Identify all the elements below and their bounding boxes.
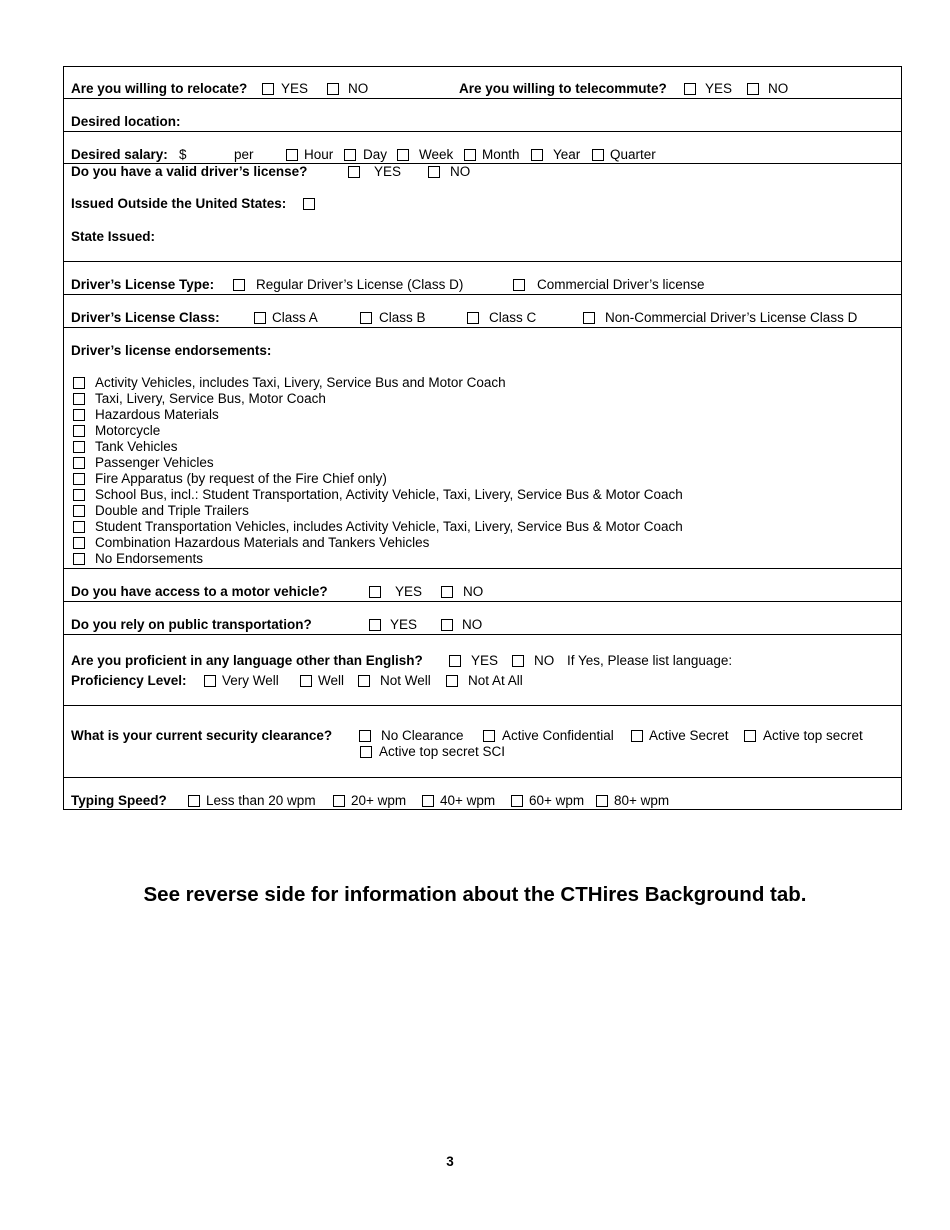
salary-hour-checkbox[interactable] bbox=[286, 149, 298, 161]
license-class-b-checkbox[interactable] bbox=[360, 312, 372, 324]
motor-vehicle-no-checkbox[interactable] bbox=[441, 586, 453, 598]
clearance-top-secret-label: Active top secret bbox=[763, 728, 863, 743]
endorsement-label: Hazardous Materials bbox=[95, 407, 219, 422]
language-yes-checkbox[interactable] bbox=[449, 655, 461, 667]
endorsement-checkbox[interactable] bbox=[73, 521, 85, 533]
endorsement-checkbox[interactable] bbox=[73, 377, 85, 389]
typing-speed-option: 60+ wpm bbox=[529, 793, 585, 808]
endorsement-label: Student Transportation Vehicles, includes Activity Vehicle, Taxi, Livery, Service Bus & Motor Coach bbox=[95, 519, 683, 534]
security-clearance-question: What is your current security clearance? bbox=[71, 728, 333, 743]
telecommute-yes-label: YES bbox=[705, 81, 733, 96]
license-type-commercial-label: Commercial Driver’s license bbox=[537, 277, 705, 292]
endorsement-label: Combination Hazardous Materials and Tankers Vehicles bbox=[95, 535, 430, 550]
public-transport-yes-label: YES bbox=[390, 617, 418, 632]
state-issued-label: State Issued: bbox=[71, 229, 156, 244]
clearance-secret-label: Active Secret bbox=[649, 728, 729, 743]
endorsement-label: Taxi, Livery, Service Bus, Motor Coach bbox=[95, 391, 326, 406]
issued-outside-label: Issued Outside the United States: bbox=[71, 196, 287, 211]
proficiency-not-at-all-label: Not At All bbox=[468, 673, 523, 688]
endorsement-label: Activity Vehicles, includes Taxi, Livery, Service Bus and Motor Coach bbox=[95, 375, 506, 390]
proficiency-very-well-label: Very Well bbox=[222, 673, 279, 688]
salary-quarter-checkbox[interactable] bbox=[592, 149, 604, 161]
endorsement-label: No Endorsements bbox=[95, 551, 204, 566]
row-divider bbox=[63, 777, 902, 778]
endorsement-checkbox[interactable] bbox=[73, 489, 85, 501]
endorsement-label: School Bus, incl.: Student Transportation, Activity Vehicle, Taxi, Livery, Service Bus & Motor Coach bbox=[95, 487, 683, 502]
reverse-side-note: See reverse side for information about the CTHires Background tab. bbox=[143, 883, 807, 906]
proficiency-not-well-label: Not Well bbox=[380, 673, 431, 688]
license-class-label: Driver’s License Class: bbox=[71, 310, 220, 325]
form-border-left bbox=[63, 66, 64, 809]
salary-week-label: Week bbox=[419, 147, 454, 162]
typing-speed-option: 80+ wpm bbox=[614, 793, 670, 808]
typing-speed-label: Typing Speed? bbox=[71, 793, 167, 808]
drivers-license-yes-checkbox[interactable] bbox=[348, 166, 360, 178]
public-transport-no-label: NO bbox=[462, 617, 483, 632]
endorsement-checkbox[interactable] bbox=[73, 537, 85, 549]
proficiency-not-at-all-checkbox[interactable] bbox=[446, 675, 458, 687]
page-number: 3 bbox=[446, 1154, 454, 1169]
license-class-d-checkbox[interactable] bbox=[583, 312, 595, 324]
row-divider bbox=[63, 327, 902, 328]
public-transport-question: Do you rely on public transportation? bbox=[71, 617, 312, 632]
endorsement-checkbox[interactable] bbox=[73, 553, 85, 565]
endorsement-label: Fire Apparatus (by request of the Fire Chief only) bbox=[95, 471, 387, 486]
endorsement-label: Motorcycle bbox=[95, 423, 161, 438]
license-class-a-label: Class A bbox=[272, 310, 318, 325]
salary-day-label: Day bbox=[363, 147, 388, 162]
telecommute-yes-checkbox[interactable] bbox=[684, 83, 696, 95]
typing-speed-checkbox[interactable] bbox=[511, 795, 523, 807]
salary-per: per bbox=[234, 147, 254, 162]
motor-vehicle-question: Do you have access to a motor vehicle? bbox=[71, 584, 328, 599]
proficiency-very-well-checkbox[interactable] bbox=[204, 675, 216, 687]
typing-speed-checkbox[interactable] bbox=[422, 795, 434, 807]
endorsement-checkbox[interactable] bbox=[73, 425, 85, 437]
clearance-confidential-checkbox[interactable] bbox=[483, 730, 495, 742]
row-divider bbox=[63, 601, 902, 602]
motor-vehicle-yes-label: YES bbox=[395, 584, 423, 599]
form-border-right bbox=[901, 66, 902, 809]
clearance-none-label: No Clearance bbox=[381, 728, 464, 743]
salary-month-label: Month bbox=[482, 147, 520, 162]
row-divider bbox=[63, 66, 902, 67]
drivers-license-no-checkbox[interactable] bbox=[428, 166, 440, 178]
drivers-license-question: Do you have a valid driver’s license? bbox=[71, 164, 308, 179]
motor-vehicle-no-label: NO bbox=[463, 584, 484, 599]
endorsement-label: Passenger Vehicles bbox=[95, 455, 214, 470]
salary-currency: $ bbox=[179, 147, 187, 162]
row-divider bbox=[63, 634, 902, 635]
typing-speed-option: Less than 20 wpm bbox=[206, 793, 316, 808]
clearance-top-secret-checkbox[interactable] bbox=[744, 730, 756, 742]
relocate-question: Are you willing to relocate? bbox=[71, 81, 248, 96]
salary-month-checkbox[interactable] bbox=[464, 149, 476, 161]
endorsement-label: Double and Triple Trailers bbox=[95, 503, 249, 518]
relocate-no-label: NO bbox=[348, 81, 369, 96]
desired-salary-label: Desired salary: bbox=[71, 147, 168, 162]
salary-week-checkbox[interactable] bbox=[397, 149, 409, 161]
typing-speed-checkbox[interactable] bbox=[188, 795, 200, 807]
license-type-regular-label: Regular Driver’s License (Class D) bbox=[256, 277, 464, 292]
language-question: Are you proficient in any language other than English? bbox=[71, 653, 423, 668]
license-type-regular-checkbox[interactable] bbox=[233, 279, 245, 291]
license-type-label: Driver’s License Type: bbox=[71, 277, 215, 292]
proficiency-label: Proficiency Level: bbox=[71, 673, 187, 688]
salary-day-checkbox[interactable] bbox=[344, 149, 356, 161]
endorsement-checkbox[interactable] bbox=[73, 457, 85, 469]
row-divider bbox=[63, 131, 902, 132]
proficiency-well-checkbox[interactable] bbox=[300, 675, 312, 687]
language-no-checkbox[interactable] bbox=[512, 655, 524, 667]
row-divider bbox=[63, 98, 902, 99]
endorsement-checkbox[interactable] bbox=[73, 473, 85, 485]
telecommute-no-label: NO bbox=[768, 81, 789, 96]
endorsement-checkbox[interactable] bbox=[73, 393, 85, 405]
salary-quarter-label: Quarter bbox=[610, 147, 656, 162]
proficiency-not-well-checkbox[interactable] bbox=[358, 675, 370, 687]
license-class-b-label: Class B bbox=[379, 310, 426, 325]
row-divider bbox=[63, 261, 902, 262]
typing-speed-option: 40+ wpm bbox=[440, 793, 496, 808]
license-class-a-checkbox[interactable] bbox=[254, 312, 266, 324]
row-divider bbox=[63, 809, 902, 810]
drivers-license-no-label: NO bbox=[450, 164, 471, 179]
clearance-confidential-label: Active Confidential bbox=[502, 728, 614, 743]
license-class-c-checkbox[interactable] bbox=[467, 312, 479, 324]
endorsement-checkbox[interactable] bbox=[73, 409, 85, 421]
language-no-label: NO bbox=[534, 653, 555, 668]
clearance-secret-checkbox[interactable] bbox=[631, 730, 643, 742]
desired-location-label: Desired location: bbox=[71, 114, 181, 129]
motor-vehicle-yes-checkbox[interactable] bbox=[369, 586, 381, 598]
language-if-yes-text: If Yes, Please list language: bbox=[567, 653, 733, 668]
typing-speed-checkbox[interactable] bbox=[596, 795, 608, 807]
typing-speed-option: 20+ wpm bbox=[351, 793, 407, 808]
row-divider bbox=[63, 294, 902, 295]
salary-year-label: Year bbox=[553, 147, 581, 162]
endorsement-checkbox[interactable] bbox=[73, 505, 85, 517]
clearance-top-secret-sci-label: Active top secret SCI bbox=[379, 744, 506, 759]
telecommute-no-checkbox[interactable] bbox=[747, 83, 759, 95]
relocate-yes-checkbox[interactable] bbox=[262, 83, 274, 95]
endorsement-label: Tank Vehicles bbox=[95, 439, 178, 454]
salary-hour-label: Hour bbox=[304, 147, 334, 162]
typing-speed-checkbox[interactable] bbox=[333, 795, 345, 807]
endorsement-checkbox[interactable] bbox=[73, 441, 85, 453]
salary-year-checkbox[interactable] bbox=[531, 149, 543, 161]
clearance-top-secret-sci-checkbox[interactable] bbox=[360, 746, 372, 758]
license-type-commercial-checkbox[interactable] bbox=[513, 279, 525, 291]
clearance-none-checkbox[interactable] bbox=[359, 730, 371, 742]
language-yes-label: YES bbox=[471, 653, 499, 668]
telecommute-question: Are you willing to telecommute? bbox=[459, 81, 667, 96]
public-transport-no-checkbox[interactable] bbox=[441, 619, 453, 631]
relocate-yes-label: YES bbox=[281, 81, 309, 96]
row-divider bbox=[63, 705, 902, 706]
row-divider bbox=[63, 568, 902, 569]
relocate-no-checkbox[interactable] bbox=[327, 83, 339, 95]
proficiency-well-label: Well bbox=[318, 673, 345, 688]
license-class-d-label: Non-Commercial Driver’s License Class D bbox=[605, 310, 858, 325]
license-class-c-label: Class C bbox=[489, 310, 537, 325]
endorsements-label: Driver’s license endorsements: bbox=[71, 343, 272, 358]
issued-outside-checkbox[interactable] bbox=[303, 198, 315, 210]
public-transport-yes-checkbox[interactable] bbox=[369, 619, 381, 631]
drivers-license-yes-label: YES bbox=[374, 164, 402, 179]
